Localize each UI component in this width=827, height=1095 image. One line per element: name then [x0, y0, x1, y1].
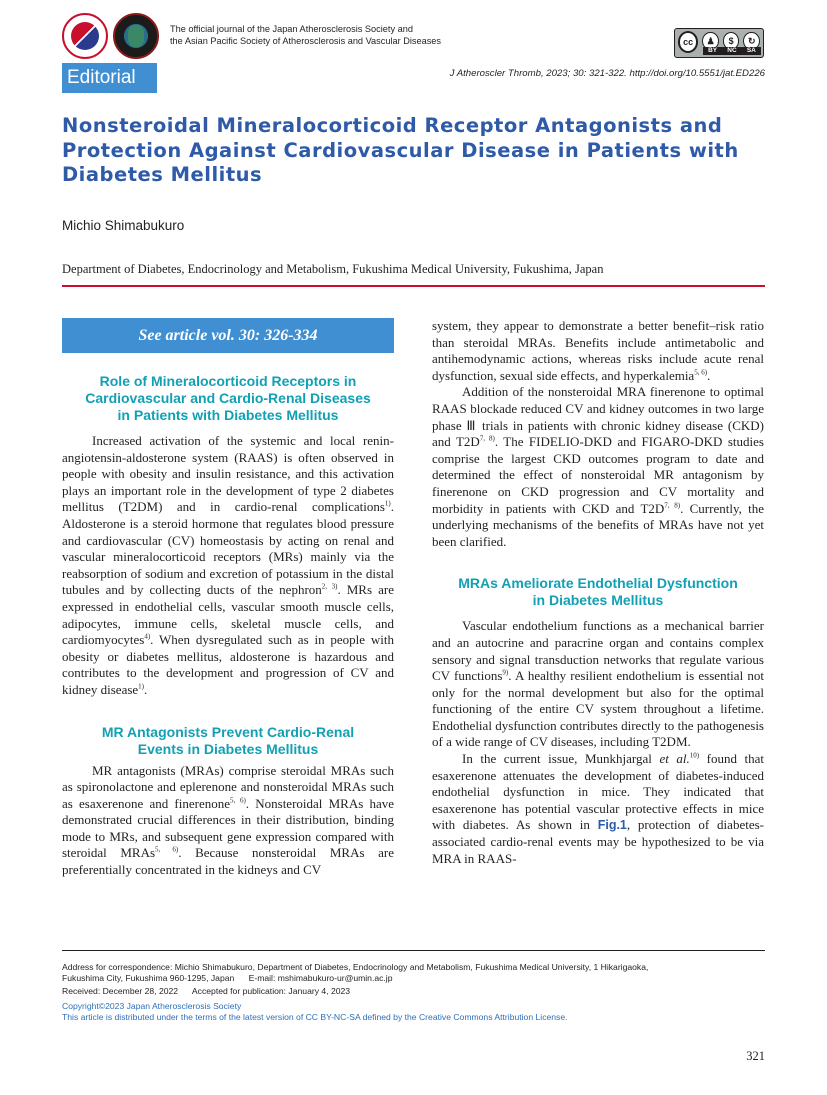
society-logos [62, 13, 159, 59]
cc-sa-label: SA [746, 47, 756, 54]
p1-text-c: . MRs are expressed in endothelial cells, vascular smooth muscle cells, adipocytes, immune cells, skeletal muscle cells, and cardiomyocytes [62, 582, 394, 648]
author-name: Michio Shimabukuro [62, 218, 185, 233]
ref-5-6[interactable]: 5, 6) [230, 796, 246, 805]
page-number: 321 [746, 1049, 765, 1063]
journal-affiliation-note [170, 24, 441, 47]
right-column [432, 318, 764, 867]
section-heading-mr-antagonists [62, 724, 394, 758]
paragraph-5 [432, 618, 764, 751]
heading2-line2: Events in Diabetes Mellitus [137, 740, 319, 757]
cc-license-labels [703, 47, 761, 55]
ref-5-6b[interactable]: 5, 6) [155, 846, 179, 855]
section-heading-role-of-mr [62, 373, 394, 424]
see-article-link[interactable]: See article vol. 30: 326-334 [62, 318, 394, 353]
p2-text-b: . Nonsteroidal MRAs have demonstrated crucial differences in their distribution, binding mode to MRs, and subsequent gene expression compared with steroidal MRAs [62, 795, 394, 861]
apsavd-logo-icon [113, 13, 159, 59]
p2-text-c: . Because nonsteroidal MRAs are preferentially concentrated in the kidneys and CV [62, 845, 394, 878]
paragraph-1 [62, 433, 394, 699]
ref-7-8b[interactable]: 7, 8) [664, 501, 681, 510]
section-heading-endothelial [432, 575, 764, 609]
et-al: et al. [659, 751, 690, 767]
ref-2-3[interactable]: 2, 3) [321, 583, 338, 592]
jas-logo-icon [62, 13, 108, 59]
heading2-line1: MR Antagonists Prevent Cardio-Renal [101, 723, 355, 740]
p6-text-a: In the current issue, Munkhjargal [462, 751, 660, 767]
figure-1-link[interactable]: Fig.1 [597, 818, 627, 833]
cc-by-label: BY [708, 47, 718, 54]
copyright: Copyright©2023 Japan Atherosclerosis Society [62, 1001, 242, 1011]
citation-doi-link[interactable]: J Atheroscler Thromb, 2023; 30: 321-322. http://doi.org/10.5551/jat.ED226 [449, 68, 765, 79]
p5-text-a: Vascular endothelium functions as a mechanical barrier and an autocrine and paracrine organ and contains complex sensory and signal transduction networks that regulate various CV functions [432, 618, 764, 684]
p3-text-b: . [707, 367, 711, 383]
p1-text-b: . Aldosterone is a steroid hormone that regulates blood pressure and cardiovascular (CV) homeostasis by acting on renal and vascular mineralocorticoid receptors (MRs) mainly via the reabsorption of sodium and excretion of potassium in the distal tubules and by collecting ducts of the nephron [62, 499, 394, 598]
license-statement-link[interactable]: This article is distributed under the terms of the latest version of CC BY-NC-SA defined by the Creative Commons Attribution License. [62, 1012, 568, 1022]
article-title [62, 114, 767, 188]
correspondence-line-2[interactable]: Fukushima City, Fukushima 960-1295, Japan E-mail: mshimabukuro-ur@umin.ac.jp [62, 972, 393, 983]
p4-text-a: Addition of the nonsteroidal MRA finerenone to optimal RAAS blockade reduced CV and kidney outcomes in two large phase Ⅲ trials in patients with chronic kidney disease (CKD) and T2D [432, 384, 764, 450]
sa-icon: ↻ [743, 32, 760, 50]
nc-icon: $ [723, 32, 740, 50]
p1-text-a: Increased activation of the systemic and local renin-angiotensin-aldosterone system (RAAS) is often observed in people with obesity and insulin resistance, and this activation plays an important role in the development of type 2 diabetes mellitus (T2DM) and in cardio-renal complications [62, 433, 394, 515]
p3-text-a: system, they appear to demonstrate a better benefit–risk ratio than steroidal MRAs. Benefits include antimetabolic and antihemodynamic actions, whereas risks include acute renal dysfunction, sexual side effects, and hyperkalemia [432, 318, 764, 383]
ref-4[interactable]: 4) [144, 632, 151, 641]
footer-divider [62, 950, 765, 951]
journal-line-1: The official journal of the Japan Atherosclerosis Society and [170, 24, 413, 34]
cc-license-icon[interactable] [674, 28, 764, 58]
by-icon: ♟ [702, 32, 719, 50]
ref-1[interactable]: 1) [384, 500, 391, 509]
ref-1b[interactable]: 1) [138, 682, 145, 691]
p2-text-a: MR antagonists (MRAs) comprise steroidal MRAs such as spironolactone and eplerenone and nonsteroidal MRAs such as esaxerenone and finerenone [62, 762, 394, 811]
header-divider [62, 285, 765, 287]
received-accepted-dates: Received: December 28, 2022 Accepted for publication: January 4, 2023 [62, 986, 351, 996]
heading1-line1: Role of Mineralocorticoid Receptors in [99, 373, 357, 389]
cc-nc-label: NC [727, 47, 737, 54]
heading1-line3: in Patients with Diabetes Mellitus [117, 407, 339, 423]
heading3-line1: MRAs Ameliorate Endothelial Dysfunction [458, 575, 738, 592]
paragraph-6 [432, 751, 764, 867]
title-line-3: Diabetes Mellitus [62, 163, 263, 186]
ref-10[interactable]: 10) [689, 751, 700, 760]
heading1-line2: Cardiovascular and Cardio-Renal Diseases [85, 390, 371, 406]
ref-5-6c[interactable]: 5, 6) [694, 368, 708, 377]
p1-text-d: . When dysregulated such as in people with obesity or diabetes mellitus, aldosterone is hazardous and contributes to the development and progression of CV and kidney disease [62, 632, 394, 697]
p4-text-b: . The FIDELIO-DKD and FIGARO-DKD studies comprise the largest CKD outcomes program to date and determined the effect of nonsteroidal MR antagonism by finerenone on CKD progression and CV mortality and morbidity in patients with CKD and T2D [432, 434, 764, 516]
author-affiliation: Department of Diabetes, Endocrinology and Metabolism, Fukushima Medical University, Fukushima, Japan [62, 262, 604, 276]
paragraph-3 [432, 318, 764, 384]
ref-9[interactable]: 9) [502, 668, 509, 677]
heading3-line2: in Diabetes Mellitus [532, 592, 664, 609]
title-line-1: Nonsteroidal Mineralocorticoid Receptor Antagonists and [62, 114, 723, 137]
journal-line-2: the Asian Pacific Society of Atherosclerosis and Vascular Diseases [170, 35, 441, 46]
ref-7-8[interactable]: 7, 8) [479, 434, 495, 443]
correspondence-line-1: Address for correspondence: Michio Shimabukuro, Department of Diabetes, Endocrinology and Metabolism, Fukushima Medical University, 1 Hikarigaoka, [62, 962, 649, 972]
left-column [62, 318, 394, 879]
p4-text-c: . Currently, the underlying mechanisms of the benefits of MRAs have not yet been clarified. [432, 500, 764, 549]
p5-text-b: . A healthy resilient endothelium is essential not only for the normal development but also for the optimal functioning of the entire CV system throughout a lifetime. Endothelial dysfunction contributes directly to the pathogenesis of a wide range of CV diseases, including T2DM. [432, 668, 764, 750]
section-label: Editorial [62, 63, 157, 93]
cc-symbol: cc [678, 31, 698, 53]
paragraph-2 [62, 763, 394, 879]
correspondence [62, 962, 767, 983]
paragraph-4 [432, 384, 764, 550]
p1-text-e: . [144, 681, 148, 697]
title-line-2: Protection Against Cardiovascular Disease in Patients with [62, 138, 739, 162]
p6-text-c: , protection of diabetes-associated cardio-renal events may be hypothesized to be via MRA in RAAS- [432, 817, 764, 866]
p6-text-b: found that esaxerenone attenuates the development of diabetes-induced endothelial dysfunction in mice. They indicated that esaxerenone has potential vascular protective effects in mice with diabetes. As shown in [432, 751, 764, 833]
